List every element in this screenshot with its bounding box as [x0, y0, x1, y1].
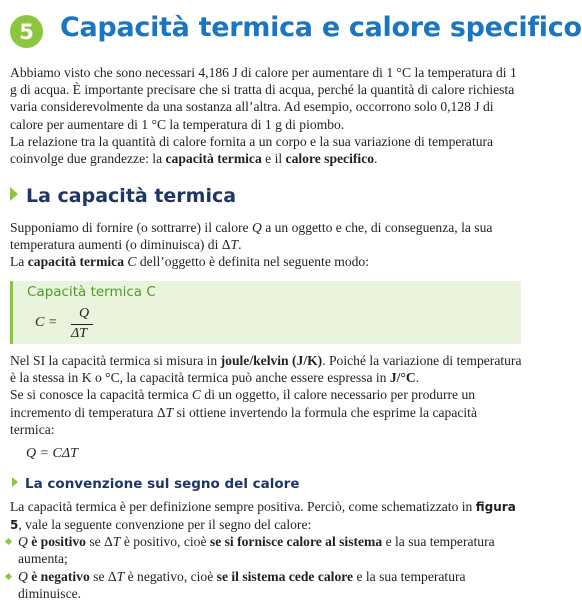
- triangle-marker-icon: [10, 187, 18, 201]
- bullet-icon: [5, 538, 12, 545]
- formula-lhs: C =: [35, 315, 58, 330]
- section-number-badge: 5: [10, 15, 43, 48]
- convention-heading: La convenzione sul segno del calore: [12, 476, 299, 492]
- si-paragraph: Nel SI la capacità termica si misura in joule/kelvin (J/K). Poiché la variazione di temperatura è la stessa in K o °C, la capacità termica può anche essere espressa in J/°C. Se si conosce la capacità termica C di un oggetto, il calore necessario per produrre un incremento di temperatura ΔT si ottiene invertendo la formula che esprime la capacità termica:: [10, 353, 522, 437]
- convention-paragraph: La capacità termica è per definizione sempre positiva. Perciò, come schematizzato in figura 5, vale la seguente convenzione per il segno del calore:: [10, 499, 516, 533]
- fraction-bar: [71, 324, 93, 325]
- subsection-heading: La capacità termica: [10, 185, 236, 207]
- definition-box: [10, 281, 521, 344]
- definition-title: Capacità termica C: [27, 284, 156, 300]
- intro-paragraph: Abbiamo visto che sono necessari 4,186 J di calore per aumentare di 1 °C la temperatura di 1 g di acqua. È importante precisare che si tratta di acqua, perché la quantità di calore richiesta varia considerevolmente da una sostanza all’altra. Ad esempio, occorrono solo 0,128 J di calore per aumentare di 1 °C la temperatura di 1 g di piombo. La relazione tra la quantità di calore fornita a un corpo e la sua variazione di temperatura coinvolge due grandezze: la capacità termica e il calore specifico.: [10, 65, 517, 167]
- triangle-marker-icon: [12, 477, 18, 487]
- list-item: Q è positivo se ΔT è positivo, cioè se si fornisce calore al sistema e la sua temperatura aumenta;: [18, 533, 516, 567]
- capacity-paragraph: Supponiamo di fornire (o sottrarre) il calore Q a un oggetto e che, di conseguenza, la sua temperatura aumenti (o diminuisca) di ΔT. La capacità termica C dell’oggetto è definita nel seguente modo:: [10, 220, 493, 270]
- section-title: Capacità termica e calore specifico: [60, 12, 582, 43]
- bullet-icon: [5, 573, 12, 580]
- section-header: [8, 12, 582, 52]
- list-item: Q è negativo se ΔT è negativo, cioè se il sistema cede calore e la sua temperatura diminuisce.: [18, 568, 516, 602]
- formula-numerator: Q: [79, 306, 90, 321]
- inverse-formula: Q = CΔT: [26, 446, 78, 461]
- formula-denominator: ΔT: [71, 326, 88, 341]
